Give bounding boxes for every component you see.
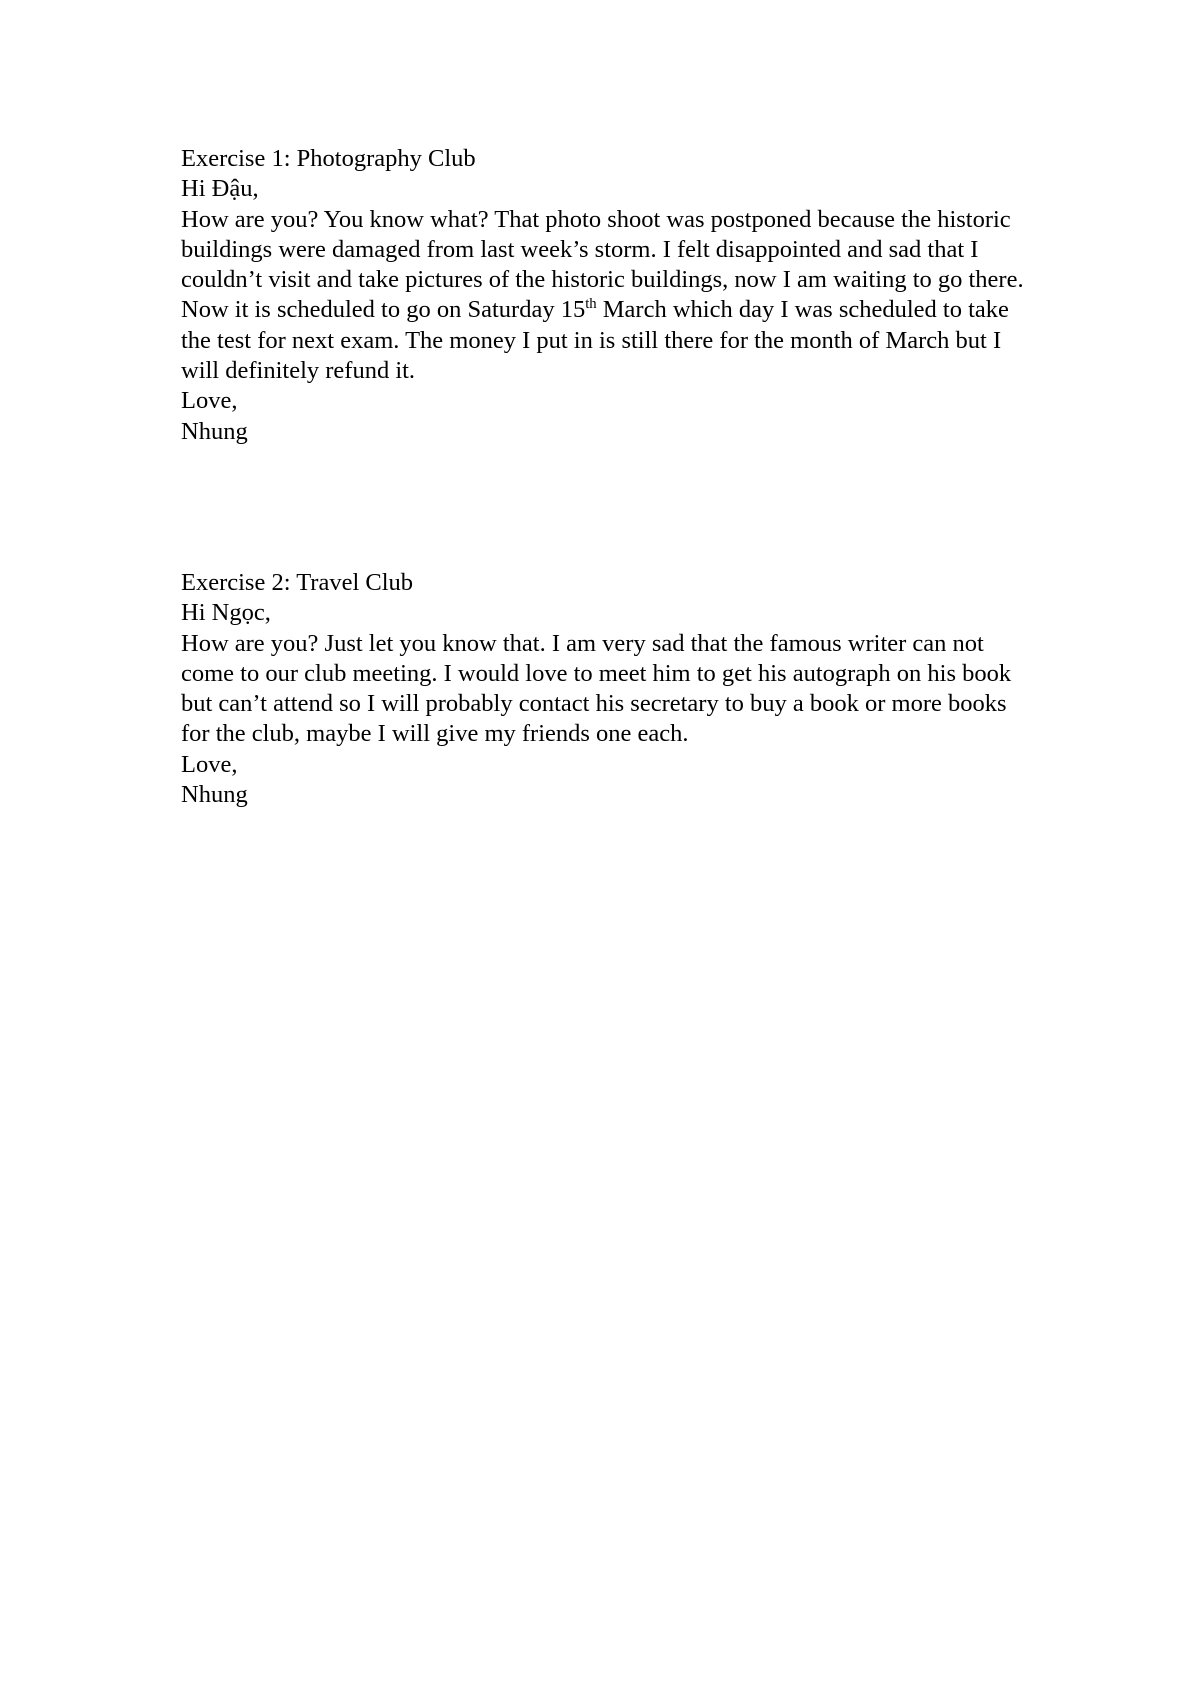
exercise-2-body: How are you? Just let you know that. I am very sad that the famous writer can not come to our club meeting. I would love to meet him to get his autograph on his book but can’t attend so I will probably contact his secretary to buy a book or more books for the club, maybe I will give my friends one each. [181,629,1012,748]
exercise-1-ordinal-suffix: th [585,296,597,313]
exercise-2-greeting: Hi Ngọc, [181,599,271,627]
exercise-1-body-text: How are you? You know what? That photo shoot was postponed because the historic buildings were damaged from last week’s storm. I felt disappointed and sad that I couldn’t visit and take pictures of the historic buildings, now I am waiting to go there. Now it is scheduled to go on Saturday 15 [181,205,1024,324]
exercise-1-closing: Love, [181,387,238,415]
exercise-1-body-text-continued: March which day I was scheduled to take the test for next exam. The money I put in is still there for the month of March but I will definitely refund it. [181,296,1009,385]
exercise-2-title: Exercise 2: Travel Club [181,568,414,596]
exercise-1-signature: Nhung [181,417,248,445]
document-content [181,144,1041,810]
exercise-1 [181,144,1041,447]
exercise-2-closing: Love, [181,750,238,778]
exercise-1-greeting: Hi Đậu, [181,175,259,203]
exercise-1-body [181,205,1041,387]
exercise-2-signature: Nhung [181,781,248,809]
exercise-1-title: Exercise 1: Photography Club [181,145,476,172]
exercise-2 [181,568,1041,810]
